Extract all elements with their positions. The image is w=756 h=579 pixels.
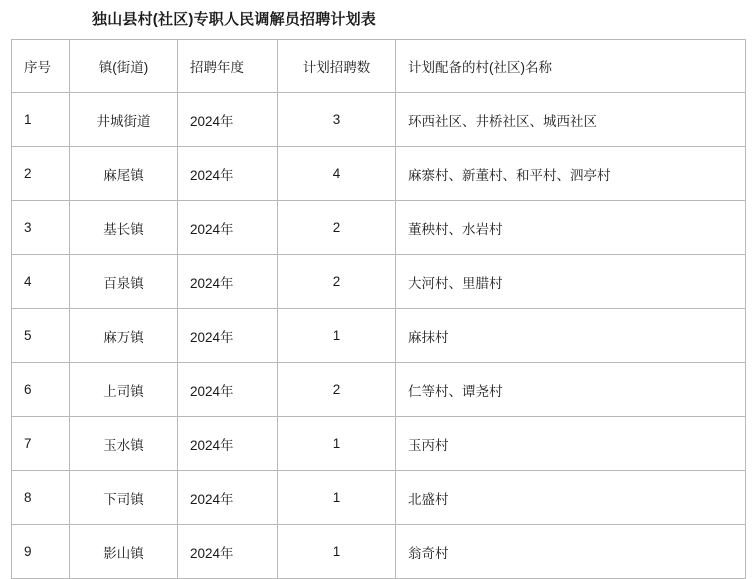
cell-town: 影山镇 xyxy=(70,525,178,579)
column-header-count: 计划招聘数 xyxy=(278,40,396,93)
cell-names: 董秧村、水岩村 xyxy=(396,201,746,255)
table-row xyxy=(12,417,746,471)
cell-year: 2024年 xyxy=(178,417,278,471)
cell-names: 麻抹村 xyxy=(396,309,746,363)
table-row xyxy=(12,471,746,525)
cell-names: 玉丙村 xyxy=(396,417,746,471)
cell-count: 2 xyxy=(278,255,396,309)
table-header-row xyxy=(12,40,746,93)
cell-year: 2024年 xyxy=(178,363,278,417)
cell-no: 7 xyxy=(12,417,70,471)
cell-no: 6 xyxy=(12,363,70,417)
recruitment-plan-table xyxy=(11,39,746,579)
cell-town: 上司镇 xyxy=(70,363,178,417)
cell-year: 2024年 xyxy=(178,201,278,255)
cell-names: 大河村、里腊村 xyxy=(396,255,746,309)
table-row xyxy=(12,201,746,255)
table-row xyxy=(12,255,746,309)
table-row xyxy=(12,147,746,201)
cell-count: 1 xyxy=(278,309,396,363)
cell-names: 环西社区、井桥社区、城西社区 xyxy=(396,93,746,147)
cell-town: 下司镇 xyxy=(70,471,178,525)
page-title: 独山县村(社区)专职人民调解员招聘计划表 xyxy=(92,11,376,28)
cell-count: 4 xyxy=(278,147,396,201)
cell-town: 百泉镇 xyxy=(70,255,178,309)
cell-year: 2024年 xyxy=(178,309,278,363)
table-row xyxy=(12,309,746,363)
column-header-names: 计划配备的村(社区)名称 xyxy=(396,40,746,93)
cell-names: 北盛村 xyxy=(396,471,746,525)
cell-year: 2024年 xyxy=(178,471,278,525)
cell-year: 2024年 xyxy=(178,525,278,579)
cell-town: 井城街道 xyxy=(70,93,178,147)
cell-names: 麻寨村、新董村、和平村、泗亭村 xyxy=(396,147,746,201)
cell-no: 2 xyxy=(12,147,70,201)
cell-names: 翁奇村 xyxy=(396,525,746,579)
cell-no: 8 xyxy=(12,471,70,525)
cell-no: 5 xyxy=(12,309,70,363)
cell-count: 1 xyxy=(278,417,396,471)
cell-no: 4 xyxy=(12,255,70,309)
cell-no: 3 xyxy=(12,201,70,255)
cell-town: 麻万镇 xyxy=(70,309,178,363)
column-header-no: 序号 xyxy=(12,40,70,93)
cell-count: 2 xyxy=(278,201,396,255)
cell-town: 玉水镇 xyxy=(70,417,178,471)
cell-year: 2024年 xyxy=(178,93,278,147)
cell-names: 仁等村、谭尧村 xyxy=(396,363,746,417)
cell-town: 基长镇 xyxy=(70,201,178,255)
table-row xyxy=(12,525,746,579)
cell-year: 2024年 xyxy=(178,147,278,201)
cell-count: 1 xyxy=(278,525,396,579)
cell-count: 3 xyxy=(278,93,396,147)
cell-no: 9 xyxy=(12,525,70,579)
cell-year: 2024年 xyxy=(178,255,278,309)
column-header-year: 招聘年度 xyxy=(178,40,278,93)
table-row xyxy=(12,93,746,147)
cell-no: 1 xyxy=(12,93,70,147)
column-header-town: 镇(街道) xyxy=(70,40,178,93)
cell-count: 2 xyxy=(278,363,396,417)
table-container xyxy=(0,39,756,579)
table-row xyxy=(12,363,746,417)
cell-count: 1 xyxy=(278,471,396,525)
cell-town: 麻尾镇 xyxy=(70,147,178,201)
